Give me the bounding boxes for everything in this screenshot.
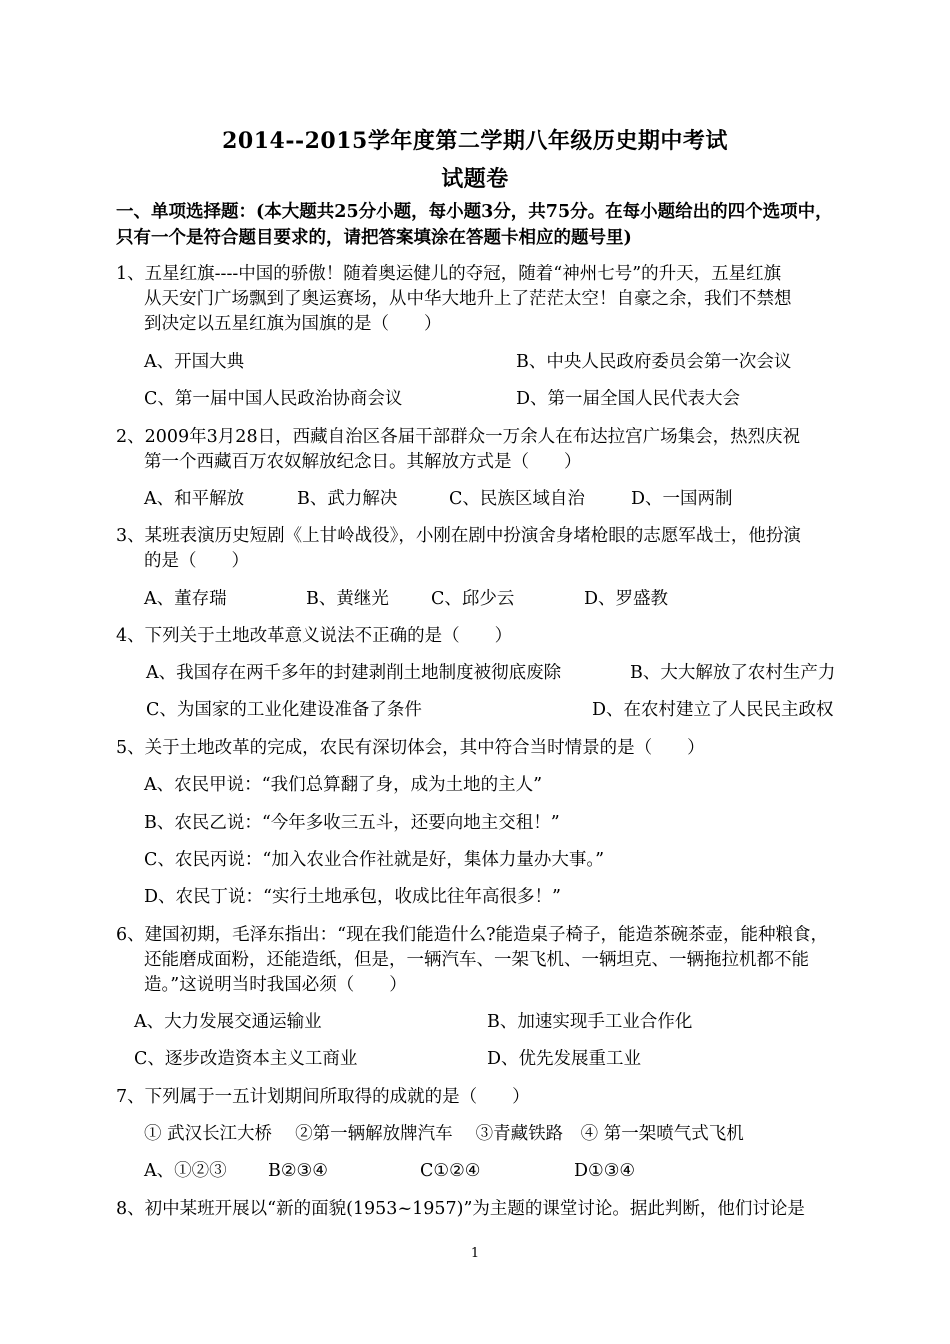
- question-2-line-1: 2、2009年3月28日，西藏自治区各届干部群众一万余人在布达拉宫广场集会，热烈庆祝: [116, 427, 801, 447]
- question-6-line-1: 6、建国初期，毛泽东指出：“现在我们能造什么?能造桌子椅子，能造茶碗茶壶，能种粮食，: [116, 925, 828, 945]
- question-5-line-1: 5、关于土地改革的完成，农民有深切体会，其中符合当时情景的是（ ）: [116, 738, 705, 758]
- question-6-option-d: D、优先发展重工业: [487, 1049, 642, 1069]
- question-1-option-d: D、第一届全国人民代表大会: [516, 389, 741, 409]
- question-7-option-a: A、①②③: [144, 1161, 227, 1181]
- question-2-line-2: 第一个西藏百万农奴解放纪念日。其解放方式是（ ）: [144, 452, 582, 472]
- question-5-option-b: B、农民乙说：“今年多收三五斗，还要向地主交租！”: [144, 813, 560, 833]
- question-4-line-1: 4、下列关于土地改革意义说法不正确的是（ ）: [116, 626, 513, 646]
- question-3-option-a: A、董存瑞: [144, 589, 227, 609]
- question-3-line-2: 的是（ ）: [144, 551, 249, 571]
- question-2-option-b: B、武力解决: [297, 489, 398, 509]
- question-6-line-3: 造。”这说明当时我国必须（ ）: [144, 975, 407, 995]
- question-7-option-d: D①③④: [574, 1161, 636, 1181]
- question-8-line-1: 8、初中某班开展以“新的面貌(1953~1957)”为主题的课堂讨论。据此判断，他们讨论是: [116, 1199, 805, 1219]
- question-1-option-c: C、第一届中国人民政治协商会议: [144, 389, 403, 409]
- question-1-option-b: B、中央人民政府委员会第一次会议: [516, 352, 792, 372]
- question-7-option-c: C①②④: [420, 1161, 481, 1181]
- question-3-option-b: B、黄继光: [306, 589, 389, 609]
- question-7-line-1: 7、下列属于一五计划期间所取得的成就的是（ ）: [116, 1087, 530, 1107]
- question-4-option-c: C、为国家的工业化建设准备了条件: [146, 700, 422, 720]
- question-6-option-a: A、大力发展交通运输业: [134, 1012, 322, 1032]
- question-2-option-d: D、一国两制: [631, 489, 733, 509]
- question-5-option-a: A、农民甲说：“我们总算翻了身，成为土地的主人”: [144, 775, 543, 795]
- question-7-items: ① 武汉长江大桥 ②第一辆解放牌汽车 ③青藏铁路 ④ 第一架喷气式飞机: [144, 1124, 744, 1144]
- question-4-option-b: B、大大解放了农村生产力: [630, 663, 836, 683]
- question-1-option-a: A、开国大典: [144, 352, 245, 372]
- question-2-option-c: C、民族区域自治: [449, 489, 585, 509]
- section-heading-line-2: 只有一个是符合题目要求的，请把答案填涂在答题卡相应的题号里): [116, 228, 632, 248]
- question-1-line-2: 从天安门广场飘到了奥运赛场，从中华大地升上了茫茫太空！自豪之余，我们不禁想: [144, 289, 792, 309]
- question-1-line-3: 到决定以五星红旗为国旗的是（ ）: [144, 314, 442, 334]
- question-3-line-1: 3、某班表演历史短剧《上甘岭战役》，小刚在剧中扮演舍身堵枪眼的志愿军战士，他扮演: [116, 526, 801, 546]
- page-subtitle: 试题卷: [441, 166, 509, 192]
- question-2-option-a: A、和平解放: [144, 489, 245, 509]
- page-title: 2014--2015学年度第二学期八年级历史期中考试: [222, 128, 728, 154]
- question-6-line-2: 还能磨成面粉，还能造纸，但是，一辆汽车、一架飞机、一辆坦克、一辆拖拉机都不能: [144, 950, 809, 970]
- question-1-line-1: 1、五星红旗----中国的骄傲！随着奥运健儿的夺冠，随着“神州七号”的升天，五星红旗: [116, 264, 782, 284]
- question-6-option-b: B、加速实现手工业合作化: [487, 1012, 693, 1032]
- question-3-option-d: D、罗盛教: [584, 589, 669, 609]
- question-7-option-b: B②③④: [268, 1161, 328, 1181]
- section-heading-line-1: 一、单项选择题：(本大题共25分小题，每小题3分，共75分。在每小题给出的四个选项中，: [116, 202, 833, 222]
- page-number: 1: [470, 1246, 480, 1261]
- question-5-option-c: C、农民丙说：“加入农业合作社就是好，集体力量办大事。”: [144, 850, 605, 870]
- question-4-option-d: D、在农村建立了人民民主政权: [592, 700, 834, 720]
- question-4-option-a: A、我国存在两千多年的封建剥削土地制度被彻底废除: [146, 663, 562, 683]
- question-6-option-c: C、逐步改造资本主义工商业: [134, 1049, 358, 1069]
- question-5-option-d: D、农民丁说：“实行土地承包，收成比往年高很多！”: [144, 887, 561, 907]
- question-3-option-c: C、邱少云: [431, 589, 515, 609]
